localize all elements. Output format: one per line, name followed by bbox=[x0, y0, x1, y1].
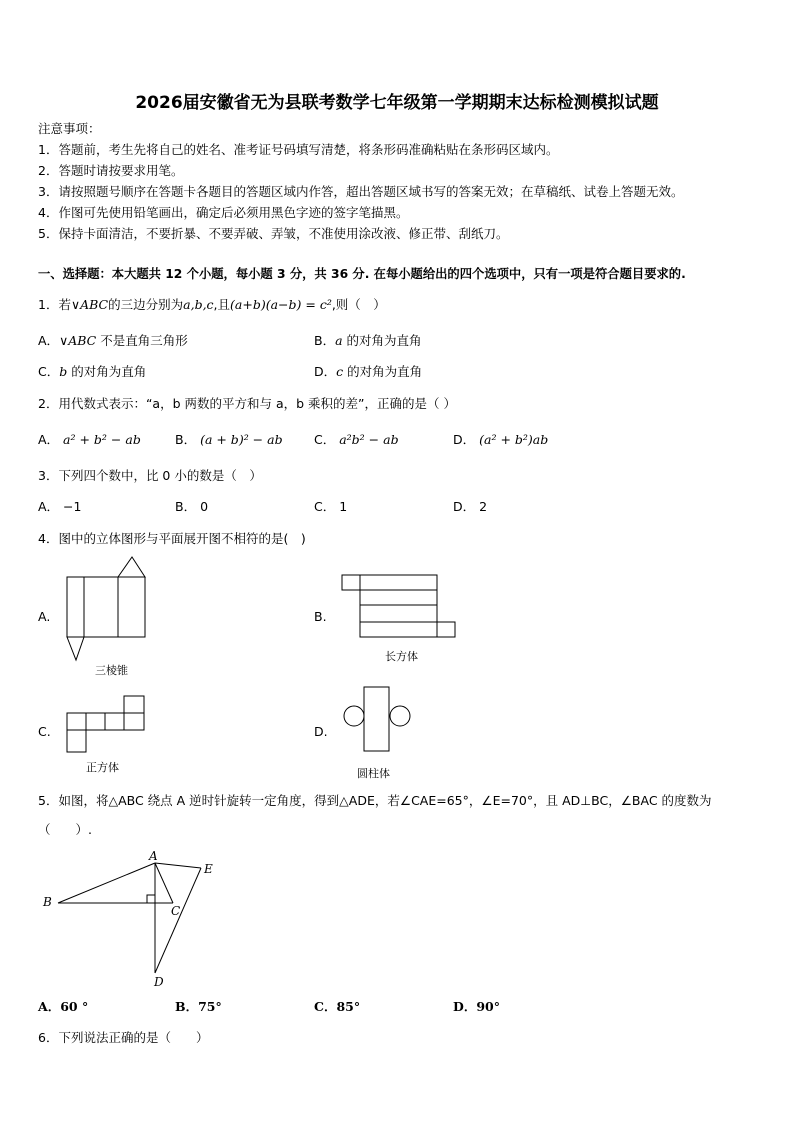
q4-d-caption: 圆柱体 bbox=[357, 767, 390, 780]
q1-c-label: C． bbox=[38, 364, 60, 379]
q5-a-label: A． bbox=[38, 999, 61, 1014]
q5-option-c[interactable] bbox=[314, 999, 360, 1015]
q1-a-tri: ∨ABC bbox=[59, 333, 97, 348]
notice-item-2: 2．答题时请按要求用笔。 bbox=[38, 163, 184, 178]
notice-item-4: 4．作图可先使用铅笔画出，确定后必须用黑色字迹的签字笔描黑。 bbox=[38, 205, 409, 220]
question-4-stem: 4．图中的立体图形与平面展开图不相符的是( ) bbox=[38, 531, 306, 546]
q1-sides: a,b,c bbox=[183, 297, 214, 312]
q2-a-value: a² + b² − ab bbox=[63, 432, 141, 447]
q4-option-d-label[interactable]: D. bbox=[314, 724, 328, 739]
q3-option-c[interactable] bbox=[314, 499, 347, 515]
q3-a-label: A． bbox=[38, 499, 60, 514]
q4-a-caption: 三棱锥 bbox=[95, 664, 128, 677]
q2-d-value: (a² + b²)ab bbox=[479, 432, 549, 447]
notice-item-3: 3．请按照题号顺序在答题卡各题目的答题区域内作答，超出答题区域书写的答案无效；在草稿纸、试卷上答题无效。 bbox=[38, 184, 684, 199]
q1-triangle: ∨ABC bbox=[70, 297, 109, 312]
notice-item-1: 1．答题前，考生先将自己的姓名、准考证号码填写清楚，将条形码准确粘贴在条形码区域内。 bbox=[38, 142, 559, 157]
point-b-label: B bbox=[43, 895, 52, 909]
q5-b-label: B． bbox=[175, 999, 199, 1014]
q4-b-caption: 长方体 bbox=[385, 650, 418, 663]
q3-option-a[interactable] bbox=[38, 499, 81, 515]
question-5-stem-end: （ ）. bbox=[38, 822, 92, 837]
notice-heading: 注意事项： bbox=[38, 121, 101, 136]
q4-option-b-label[interactable]: B. bbox=[314, 609, 327, 624]
q1-b-text: 的对角为直角 bbox=[346, 333, 422, 348]
page-title: 2026届安徽省无为县联考数学七年级第一学期期末达标检测模拟试题 bbox=[135, 93, 659, 113]
q3-option-d[interactable] bbox=[453, 499, 487, 515]
q5-d-value: 90° bbox=[476, 999, 500, 1014]
q4-option-c-label[interactable]: C. bbox=[38, 724, 51, 739]
q2-option-b[interactable] bbox=[175, 432, 283, 448]
q2-c-value: a²b² − ab bbox=[339, 432, 399, 447]
q2-a-label: A． bbox=[38, 432, 60, 447]
q3-c-value: 1 bbox=[339, 499, 348, 514]
q1-c-var: b bbox=[59, 364, 68, 379]
q1-option-d[interactable] bbox=[314, 364, 422, 380]
q3-b-label: B． bbox=[175, 499, 197, 514]
q1-stem-a: 1．若 bbox=[38, 297, 71, 312]
cylinder-net-figure bbox=[337, 683, 417, 778]
q3-a-value: −1 bbox=[63, 499, 82, 514]
point-a-label: A bbox=[149, 849, 158, 863]
q3-option-b[interactable] bbox=[175, 499, 208, 515]
q5-option-a[interactable] bbox=[38, 999, 88, 1015]
q1-b-label: B． bbox=[314, 333, 336, 348]
q5-a-value: 60 ° bbox=[60, 999, 89, 1014]
q1-d-var: c bbox=[336, 364, 344, 379]
q5-d-label: D． bbox=[453, 999, 477, 1014]
q4-c-caption: 正方体 bbox=[86, 761, 119, 774]
q2-b-label: B． bbox=[175, 432, 197, 447]
q5-c-value: 85° bbox=[336, 999, 361, 1014]
q2-option-d[interactable] bbox=[453, 432, 548, 448]
q3-b-value: 0 bbox=[200, 499, 209, 514]
q1-stem-b: 的三边分别为 bbox=[108, 297, 184, 312]
q1-d-label: D． bbox=[314, 364, 337, 379]
q2-option-a[interactable] bbox=[38, 432, 141, 448]
q2-c-label: C． bbox=[314, 432, 336, 447]
q2-b-value: (a + b)² − ab bbox=[200, 432, 283, 447]
q1-option-b[interactable] bbox=[314, 333, 422, 349]
q1-option-a[interactable] bbox=[38, 333, 188, 349]
triangular-pyramid-net-figure bbox=[60, 555, 152, 678]
q1-c-text: 的对角为直角 bbox=[71, 364, 147, 379]
point-d-label: D bbox=[154, 975, 164, 989]
question-3-stem: 3．下列四个数中，比 0 小的数是（ ） bbox=[38, 468, 262, 483]
q1-stem-d: ,则（ ） bbox=[331, 297, 386, 312]
question-2-stem: 2．用代数式表示：“a，b 两数的平方和与 a，b 乘积的差”，正确的是（ ） bbox=[38, 396, 456, 411]
q1-d-text: 的对角为直角 bbox=[347, 364, 423, 379]
point-e-label: E bbox=[204, 862, 213, 876]
notice-item-5: 5．保持卡面清洁，不要折暴、不要弄破、弄皱，不准使用涂改液、修正带、刮纸刀。 bbox=[38, 226, 509, 241]
q3-d-label: D． bbox=[453, 499, 476, 514]
q1-option-c[interactable] bbox=[38, 364, 146, 380]
question-6-stem: 6．下列说法正确的是（ ） bbox=[38, 1030, 209, 1045]
q3-d-value: 2 bbox=[479, 499, 488, 514]
q4-option-a-label[interactable]: A. bbox=[38, 609, 51, 624]
q1-stem-c: ,且 bbox=[213, 297, 231, 312]
q5-option-d[interactable] bbox=[453, 999, 500, 1015]
q1-a-label: A． bbox=[38, 333, 60, 348]
q5-option-b[interactable] bbox=[175, 999, 222, 1015]
q5-c-label: C． bbox=[314, 999, 337, 1014]
point-c-label: C bbox=[171, 904, 181, 918]
q1-equation: (a+b)(a−b) = c² bbox=[230, 297, 332, 312]
q2-option-c[interactable] bbox=[314, 432, 399, 448]
rotation-triangle-figure bbox=[38, 846, 228, 991]
q1-a-text: 不是直角三角形 bbox=[100, 333, 188, 348]
q5-b-value: 75° bbox=[198, 999, 222, 1014]
q3-c-label: C． bbox=[314, 499, 336, 514]
question-5-stem: 5．如图，将△ABC 绕点 A 逆时针旋转一定角度，得到△ADE，若∠CAE=65°，∠E=70°，且 AD⊥BC，∠BAC 的度数为 bbox=[38, 793, 712, 808]
section-heading: 一、选择题：本大题共 12 个小题，每小题 3 分，共 36 分. 在每小题给出的四个选项中，只有一项是符合题目要求的. bbox=[38, 267, 686, 281]
question-1-stem bbox=[38, 297, 386, 313]
q1-b-var: a bbox=[335, 333, 343, 348]
q2-d-label: D． bbox=[453, 432, 476, 447]
